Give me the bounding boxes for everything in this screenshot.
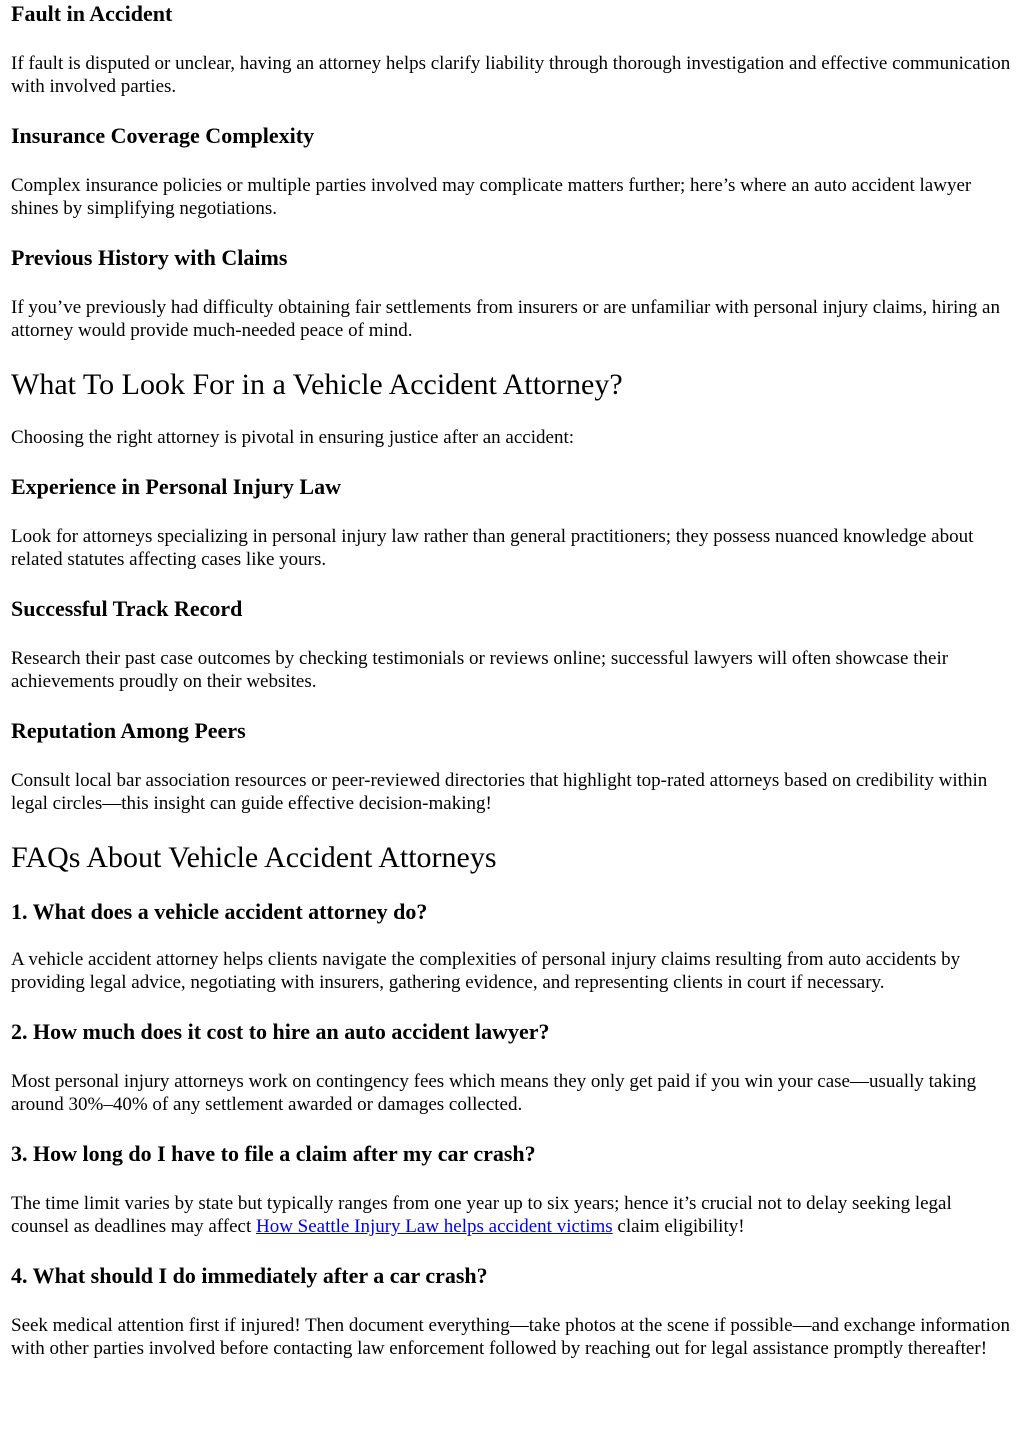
heading-fault-in-accident: Fault in Accident bbox=[11, 1, 173, 26]
faq-question-2: 2. How much does it cost to hire an auto accident lawyer? bbox=[11, 1019, 550, 1044]
article-content bbox=[0, 1, 1024, 1360]
faq-answer-3-text-end: claim eligibility! bbox=[612, 1216, 745, 1237]
heading-insurance-coverage: Insurance Coverage Complexity bbox=[11, 123, 315, 148]
paragraph-insurance-coverage: Complex insurance policies or multiple parties involved may complicate matters further; here’s where an auto accident lawyer shines by simplifying negotiations. bbox=[11, 175, 972, 219]
paragraph-reputation: Consult local bar association resources or peer-reviewed directories that highlight top-rated attorneys based on credibility within legal circles—this insight can guide effective decision-making! bbox=[11, 770, 988, 814]
faq-answer-3-text: The time limit varies by state but typically ranges from one year up to six years; hence it’s crucial not to delay seeking legal counsel as deadlines may affect bbox=[11, 1193, 952, 1237]
faq-answer-2: Most personal injury attorneys work on contingency fees which means they only get paid if you win your case—usually taking around 30%–40% of any settlement awarded or damages collected. bbox=[11, 1071, 977, 1115]
heading-what-to-look-for: What To Look For in a Vehicle Accident Attorney? bbox=[11, 368, 623, 401]
paragraph-experience: Look for attorneys specializing in personal injury law rather than general practitioners; they possess nuanced knowledge about related statutes affecting cases like yours. bbox=[11, 526, 974, 570]
heading-faqs: FAQs About Vehicle Accident Attorneys bbox=[11, 841, 497, 874]
faq-answer-3 bbox=[11, 1192, 1014, 1238]
paragraph-fault-in-accident: If fault is disputed or unclear, having an attorney helps clarify liability through thorough investigation and effective communication with involved parties. bbox=[11, 53, 1011, 97]
paragraph-look-for-intro: Choosing the right attorney is pivotal in ensuring justice after an accident: bbox=[11, 427, 574, 448]
heading-previous-history: Previous History with Claims bbox=[11, 245, 288, 270]
faq-question-1: 1. What does a vehicle accident attorney do? bbox=[11, 899, 428, 924]
seattle-injury-law-link[interactable]: How Seattle Injury Law helps accident victims bbox=[255, 1216, 613, 1237]
heading-track-record: Successful Track Record bbox=[11, 596, 243, 621]
faq-question-3: 3. How long do I have to file a claim after my car crash? bbox=[11, 1141, 536, 1166]
faq-answer-4: Seek medical attention first if injured! Then document everything—take photos at the scene if possible—and exchange information with other parties involved before contacting law enforcement followed by reaching out for legal assistance promptly thereafter! bbox=[11, 1315, 1010, 1359]
faq-answer-1: A vehicle accident attorney helps clients navigate the complexities of personal injury claims resulting from auto accidents by providing legal advice, negotiating with insurers, gathering evidence, and representing clients in court if necessary. bbox=[11, 949, 961, 993]
paragraph-previous-history: If you’ve previously had difficulty obtaining fair settlements from insurers or are unfamiliar with personal injury claims, hiring an attorney would provide much-needed peace of mind. bbox=[11, 297, 1000, 341]
heading-experience: Experience in Personal Injury Law bbox=[11, 474, 341, 499]
faq-question-4: 4. What should I do immediately after a car crash? bbox=[11, 1263, 488, 1288]
paragraph-track-record: Research their past case outcomes by checking testimonials or reviews online; successful lawyers will often showcase their achievements proudly on their websites. bbox=[11, 648, 949, 692]
heading-reputation: Reputation Among Peers bbox=[11, 718, 246, 743]
